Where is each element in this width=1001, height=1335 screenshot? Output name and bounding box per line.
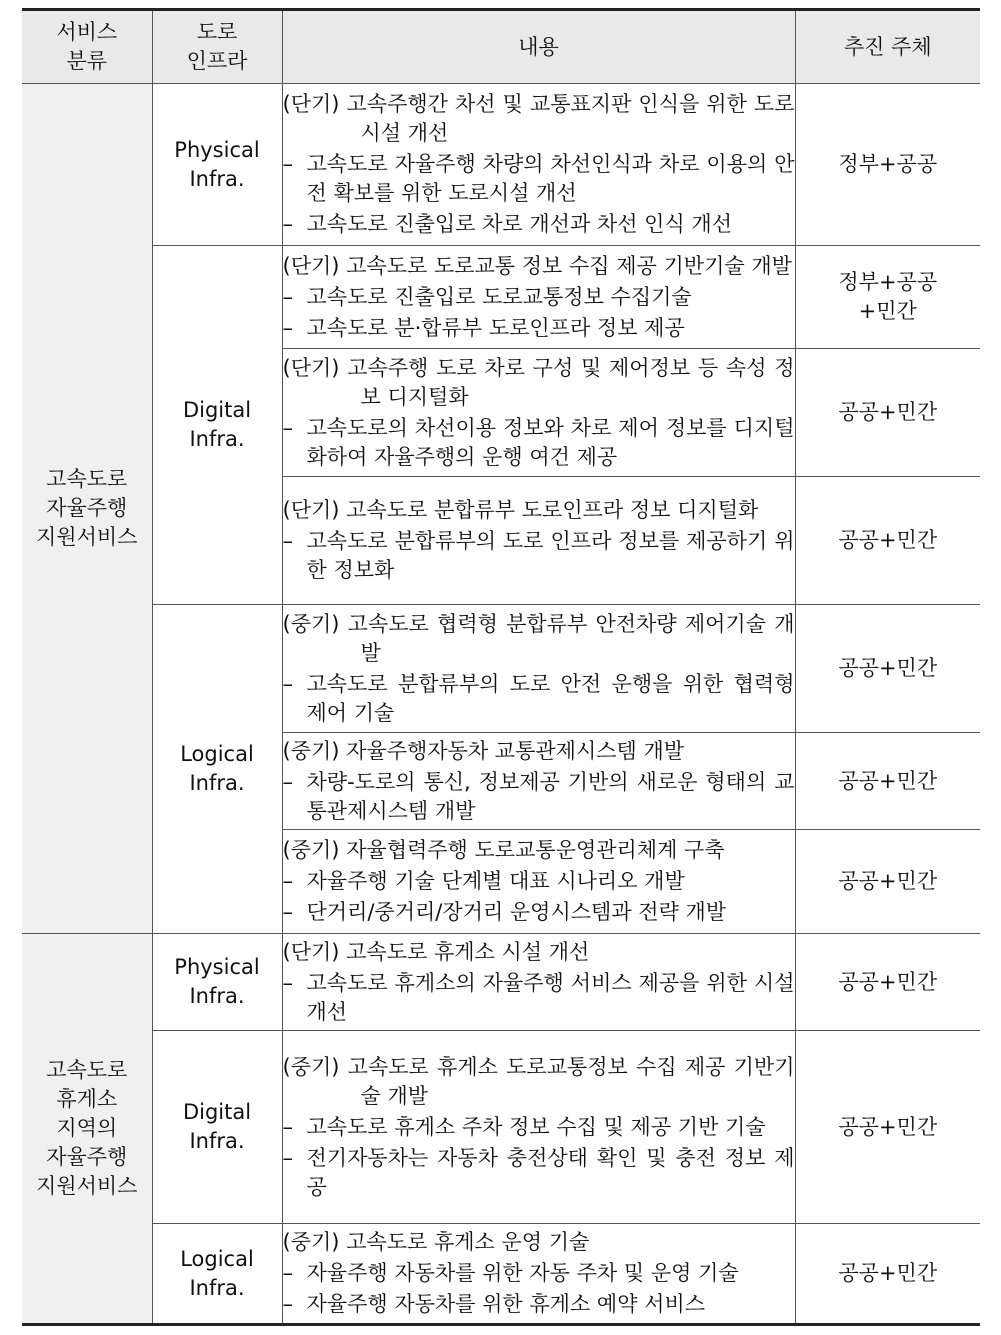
content-lead: (단기) 고속도로 휴게소 시설 개선 (282, 939, 590, 964)
content-bullet: – 자율주행 자동차를 위한 휴게소 예약 서비스 (282, 1292, 706, 1316)
content-lead: (단기) 고속주행 도로 차로 구성 및 제어정보 등 속성 정보 디지털화 (282, 355, 795, 409)
content-bullet: – 고속도로 진출입로 도로교통정보 수집기술 (282, 284, 692, 309)
agent-cell: 공공+민간 (795, 1031, 980, 1224)
table-row (22, 1224, 980, 1325)
content-lead: (단기) 고속주행간 차선 및 교통표지판 인식을 위한 도로시설 개선 (282, 92, 795, 145)
content-bullet: – 고속도로 자율주행 차량의 차선인식과 차로 이용의 안전 확보를 위한 도로시설 개선 (282, 152, 795, 205)
infra-type-text: Digital Infra. (182, 1100, 252, 1153)
table-row (22, 84, 980, 246)
content-cell (282, 246, 795, 349)
service-table (22, 8, 980, 1326)
service-category-text: 고속도로 자율주행 지원서비스 (36, 467, 138, 549)
agent-cell: 정부+공공 (795, 84, 980, 246)
service-category (22, 934, 152, 1325)
content-bullet: – 자율주행 기술 단계별 대표 시나리오 개발 (282, 869, 685, 893)
agent-cell: 공공+민간 (795, 349, 980, 477)
content-lead: (중기) 고속도로 휴게소 도로교통정보 수집 제공 기반기술 개발 (282, 1054, 795, 1108)
infra-type (152, 1031, 282, 1224)
content-cell (282, 830, 795, 934)
content-bullet: – 고속도로 분합류부의 도로 안전 운행을 위한 협력형 제어 기술 (282, 671, 795, 725)
content-bullet: – 고속도로 휴게소 주차 정보 수집 및 제공 기반 기술 (282, 1114, 766, 1139)
infra-type-text: Logical Infra. (180, 1246, 254, 1300)
header-agent: 추진 주체 (795, 10, 980, 84)
content-cell (282, 733, 795, 830)
header-infra (152, 10, 282, 84)
infra-type (152, 605, 282, 934)
content-cell (282, 349, 795, 477)
content-bullet: – 단거리/중거리/장거리 운영시스템과 전략 개발 (282, 900, 727, 924)
content-lead: (단기) 고속도로 분합류부 도로인프라 정보 디지털화 (282, 498, 759, 522)
infra-type-text: Physical Infra. (174, 955, 260, 1008)
table-row (22, 1031, 980, 1224)
agent-cell: 공공+민간 (795, 1224, 980, 1325)
agent-cell: 정부+공공+민간 (795, 246, 980, 349)
infra-type (152, 1224, 282, 1325)
content-cell (282, 477, 795, 605)
agent-cell: 공공+민간 (795, 477, 980, 605)
content-cell (282, 934, 795, 1031)
header-service-text: 서비스 분류 (56, 20, 118, 73)
infra-type (152, 246, 282, 605)
content-bullet: – 고속도로 분합류부의 도로 인프라 정보를 제공하기 위한 정보화 (282, 529, 795, 582)
header-row (22, 10, 980, 84)
content-bullet: – 고속도로 진출입로 차로 개선과 차선 인식 개선 (282, 212, 732, 236)
service-category-text: 고속도로 휴게소 지역의 자율주행 지원서비스 (36, 1058, 138, 1198)
agent-cell: 공공+민간 (795, 830, 980, 934)
agent-cell: 공공+민간 (795, 934, 980, 1031)
content-lead: (중기) 고속도로 휴게소 운영 기술 (282, 1230, 590, 1254)
infra-type-text: Logical Infra. (180, 742, 254, 795)
header-content: 내용 (282, 10, 795, 84)
infra-type-text: Physical Infra. (174, 137, 260, 191)
content-bullet: – 고속도로의 차선이용 정보와 차로 제어 정보를 디지털화하여 자율주행의 운행 여건 제공 (282, 415, 795, 469)
content-bullet: – 고속도로 휴게소의 자율주행 서비스 제공을 위한 시설 개선 (282, 970, 795, 1024)
infra-type (152, 84, 282, 246)
table-row (22, 934, 980, 1031)
service-category (22, 84, 152, 934)
agent-cell: 공공+민간 (795, 605, 980, 733)
header-infra-text: 도로 인프라 (186, 20, 248, 73)
infra-type (152, 934, 282, 1031)
content-lead: (중기) 자율주행자동차 교통관제시스템 개발 (282, 738, 685, 763)
content-bullet: – 차량-도로의 통신, 정보제공 기반의 새로운 형태의 교통관제시스템 개발 (282, 769, 795, 823)
content-cell (282, 84, 795, 246)
agent-cell: 공공+민간 (795, 733, 980, 830)
table-row (22, 246, 980, 349)
infra-type-text: Digital Infra. (182, 398, 252, 451)
content-cell (282, 1031, 795, 1224)
content-lead: (중기) 고속도로 협력형 분합류부 안전차량 제어기술 개발 (282, 611, 795, 665)
content-lead: (중기) 자율협력주행 도로교통운영관리체계 구축 (282, 838, 725, 862)
content-bullet: – 고속도로 분·합류부 도로인프라 정보 제공 (282, 315, 685, 340)
table-row (22, 605, 980, 733)
content-bullet: – 전기자동차는 자동차 충전상태 확인 및 충전 정보 제공 (282, 1145, 795, 1199)
content-bullet: – 자율주행 자동차를 위한 자동 주차 및 운영 기술 (282, 1261, 739, 1285)
content-cell (282, 605, 795, 733)
header-service (22, 10, 152, 84)
content-cell (282, 1224, 795, 1325)
content-lead: (단기) 고속도로 도로교통 정보 수집 제공 기반기술 개발 (282, 253, 792, 278)
